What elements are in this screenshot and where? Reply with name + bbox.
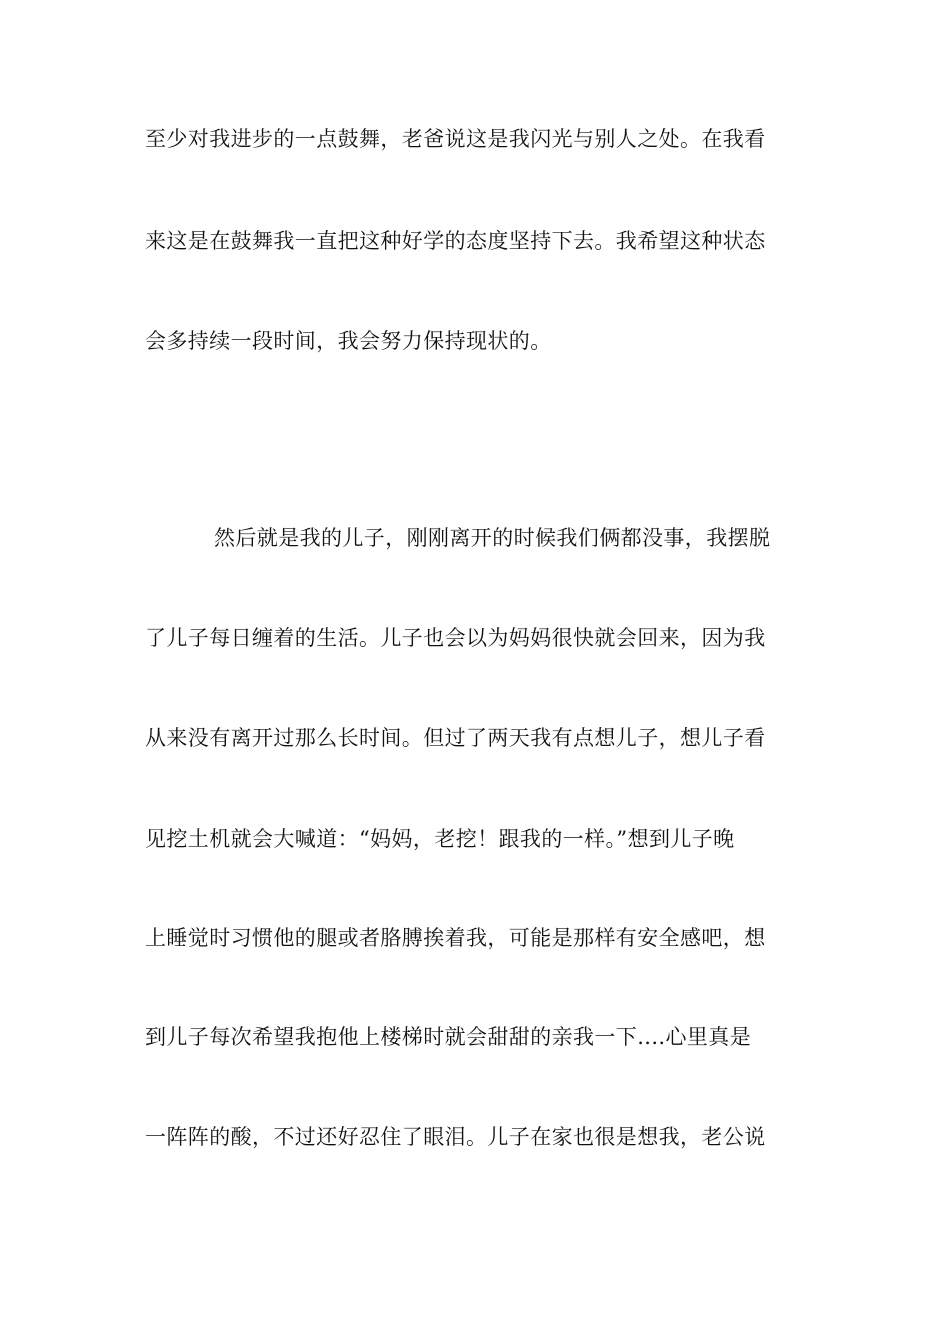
paragraph-2-line-2: 了儿子每日缠着的生活。儿子也会以为妈妈很快就会回来，因为我: [145, 626, 766, 650]
paragraph-2-line-5: 上睡觉时习惯他的腿或者胳膊挨着我，可能是那样有安全感吧，想: [145, 926, 766, 950]
paragraph-2-line-3: 从来没有离开过那么长时间。但过了两天我有点想儿子，想儿子看: [145, 726, 766, 750]
paragraph-2-line-4: 见挖土机就会大喊道：“妈妈，老挖！跟我的一样。”想到儿子晚: [145, 827, 735, 851]
paragraph-1-line-3: 会多持续一段时间，我会努力保持现状的。: [145, 329, 552, 353]
paragraph-2-line-6: 到儿子每次希望我抱他上楼梯时就会甜甜的亲我一下....心里真是: [145, 1025, 752, 1049]
paragraph-1-line-2: 来这是在鼓舞我一直把这种好学的态度坚持下去。我希望这种状态: [145, 229, 766, 253]
paragraph-2-line-1: 然后就是我的儿子，刚刚离开的时候我们俩都没事，我摆脱: [214, 526, 771, 550]
paragraph-2-line-7: 一阵阵的酸，不过还好忍住了眼泪。儿子在家也很是想我，老公说: [145, 1125, 766, 1149]
paragraph-1-line-1: 至少对我进步的一点鼓舞，老爸说这是我闪光与别人之处。在我看: [145, 127, 766, 151]
